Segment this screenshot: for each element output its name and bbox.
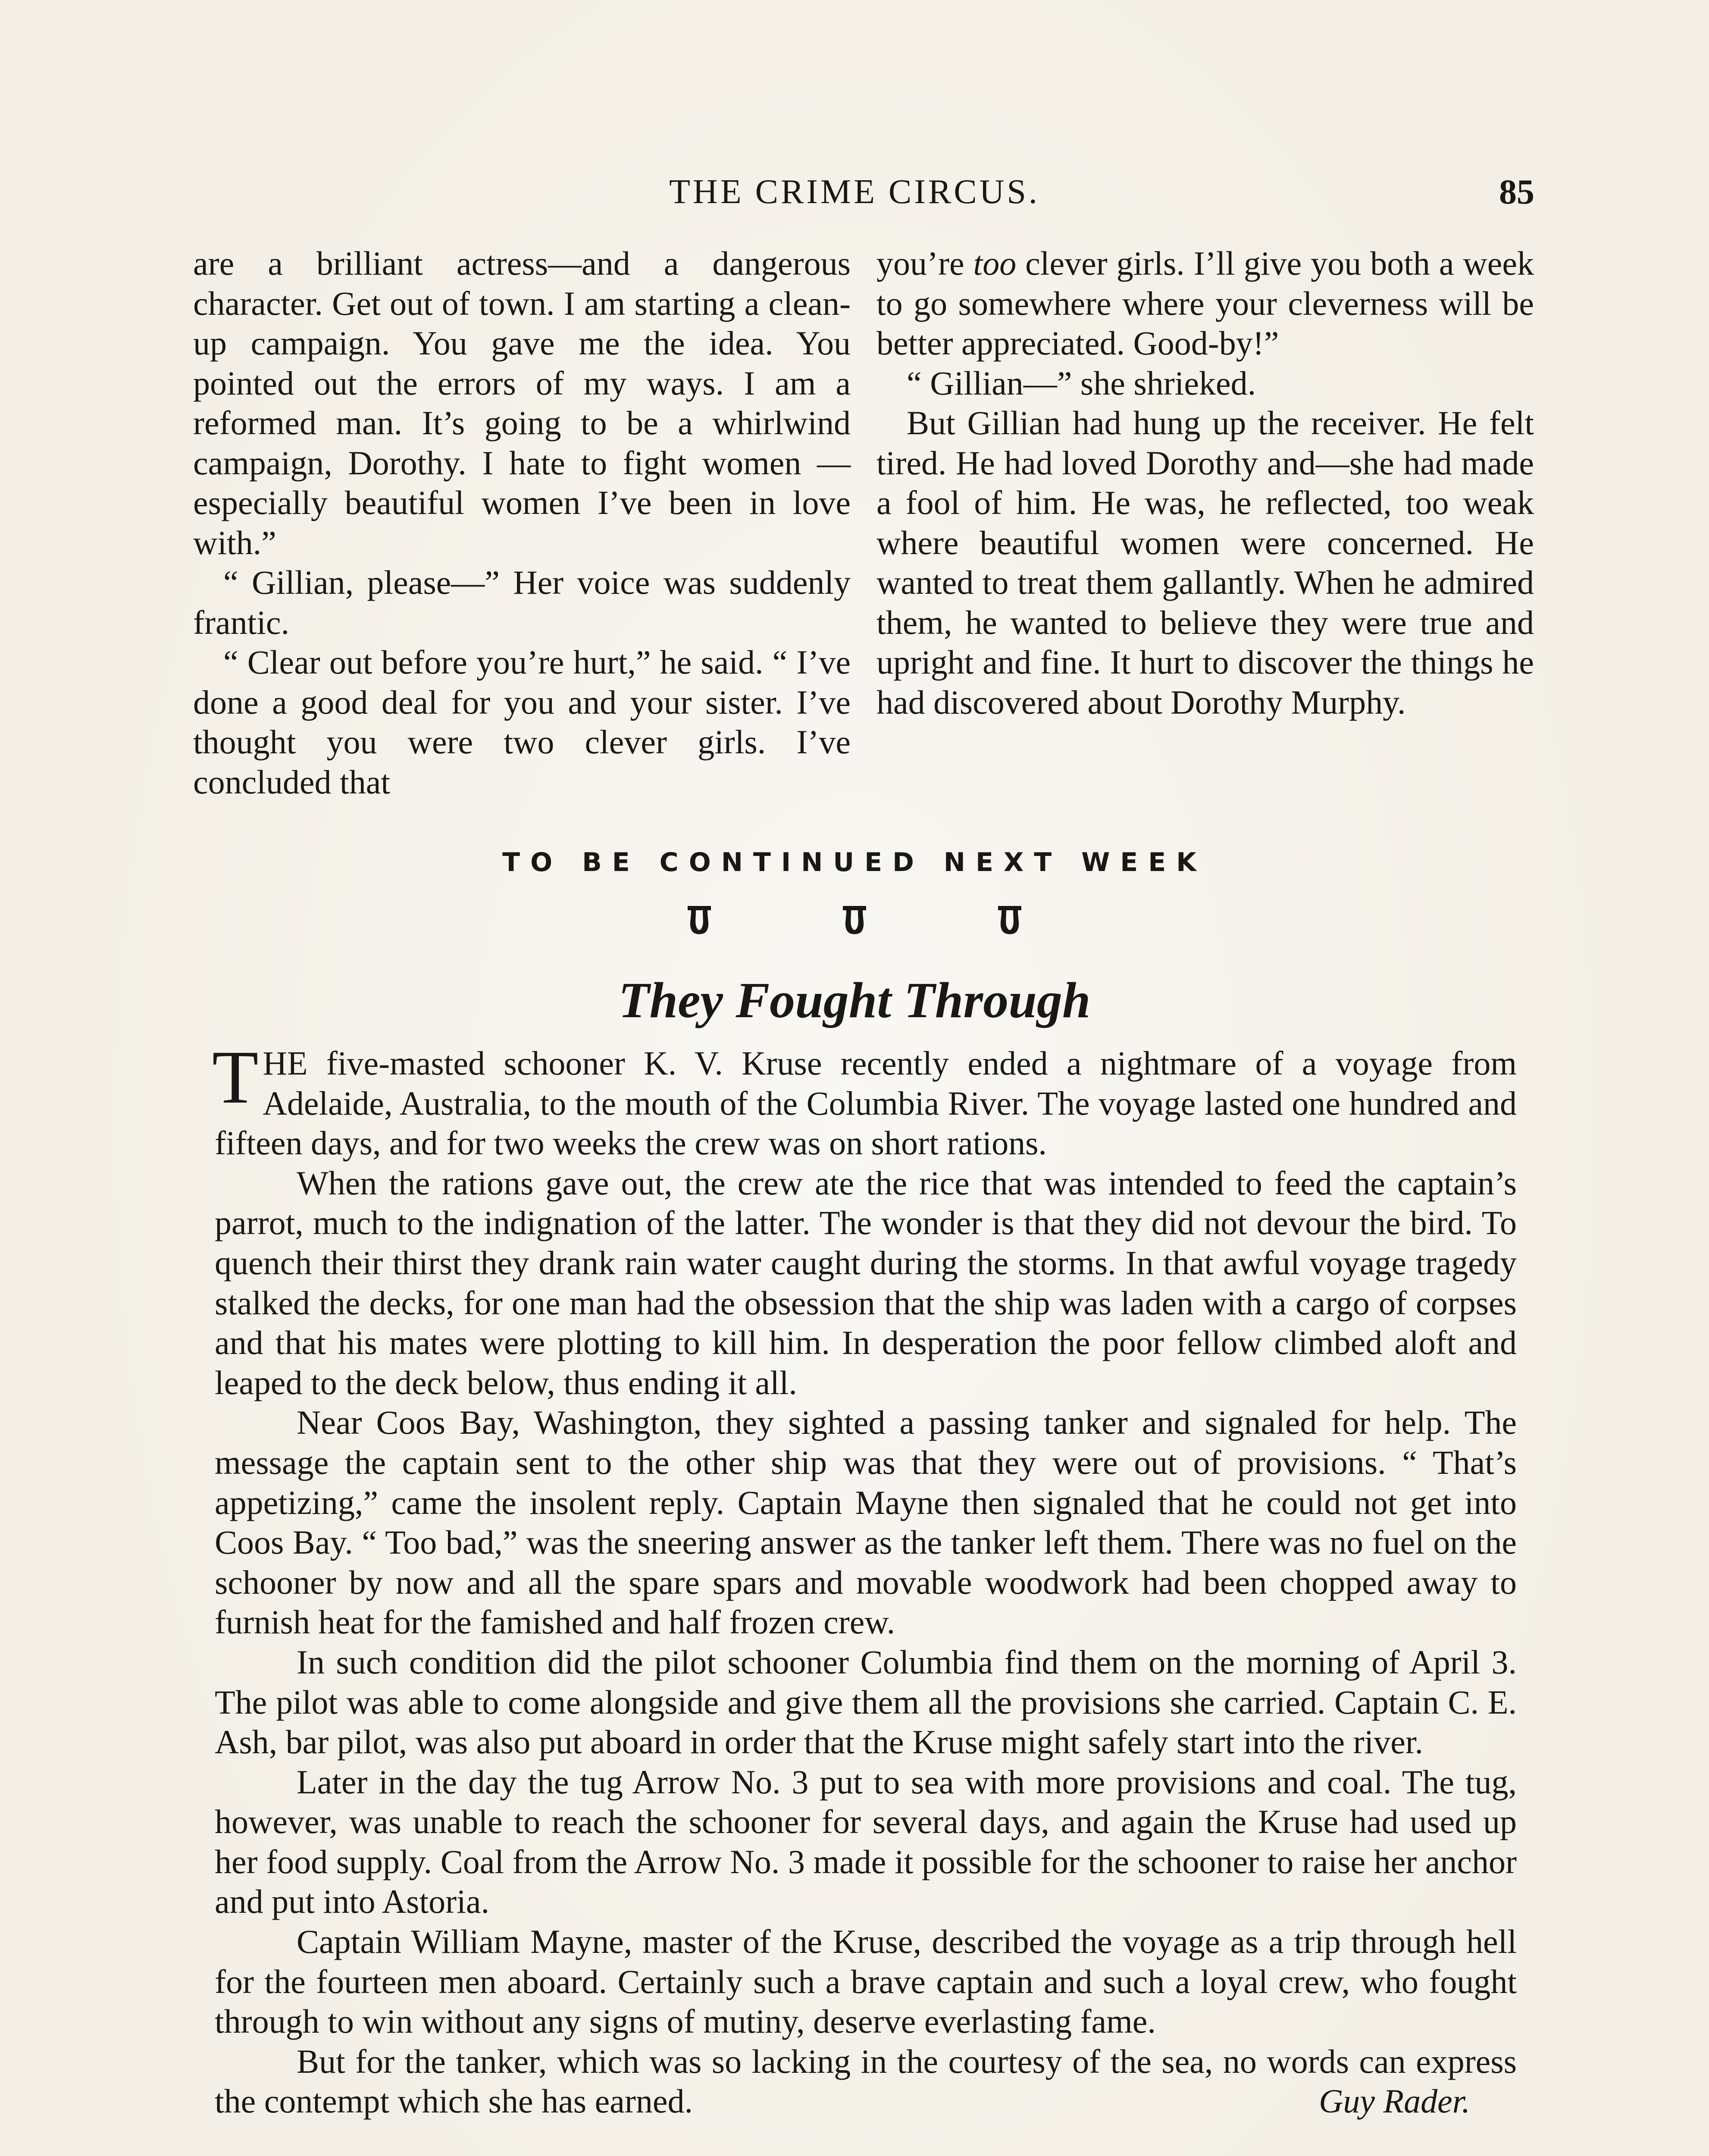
article-paragraph [212,1035,1517,1163]
horseshoe-ornament-icon [684,903,714,938]
drop-cap: T [212,1035,259,1119]
running-header [0,168,1709,216]
article-paragraph: When the rations gave out, the crew ate the rice that was intended to feed the captain’s parrot, much to the indignation of the latter. The wonder is that they did not devour the bird. To quench their thirst they drank rain water caught during the storms. In that awful voyage tragedy stalked the decks, for one man had the obsession that the ship was laden with a cargo of corpses and that his mates were plotting to kill him. In desperation the poor fellow climbed aloft and leaped to the deck below, thus ending it all. [215,1164,1517,1401]
emphasis-text: too [973,244,1017,282]
ornament-row [0,903,1709,938]
story-paragraph: “ Clear out before you’re hurt,” he said. “ I’ve done a good deal for you and your sister. I’ve thought you were two clever girls. I’ve concluded that [193,643,851,801]
article-title: They Fought Through [618,972,1091,1028]
story-paragraph: “ Gillian, please—” Her voice was suddenly frantic. [193,564,851,641]
story-text: you’re [876,244,973,282]
horseshoe-ornament-icon [995,903,1025,938]
story-paragraph: “ Gillian—” she shrieked. [907,364,1256,402]
story-text: clever girls. I’ll give you both a week to go somewhere where your cleverness will be better appreciated. Good-by!” [876,244,1534,362]
continued-notice: TO BE CONTINUED NEXT WEEK [502,847,1207,877]
story-paragraph [876,244,1534,364]
story-columns [193,244,1534,847]
left-column [193,244,851,847]
article-text: HE five-masted schooner K. V. Kruse recently ended a nightmare of a voyage from Adelaide, Australia, to the mouth of the Columbia River. The voyage lasted one hundred and fifteen days, and for two weeks the crew was on short rations. [215,1044,1517,1162]
page-number: 85 [1499,172,1534,211]
right-column [876,244,1534,847]
horseshoe-ornament-icon [839,903,870,938]
author-byline: Guy Rader. [1319,2082,1470,2120]
story-paragraph: But Gillian had hung up the receiver. He felt tired. He had loved Dorothy and—she had made a fool of him. He was, he reflected, too weak where beautiful women were concerned. He wanted to treat them gallantly. When he admired them, he wanted to believe they were true and upright and fine. It hurt to discover the things he had discovered about Dorothy Murphy. [876,404,1534,721]
article-paragraph: Captain William Mayne, master of the Kruse, described the voyage as a trip through hell for the fourteen men aboard. Certainly such a brave captain and such a loyal crew, who fought through to win without any signs of mutiny, deserve everlasting fame. [215,1923,1517,2040]
running-title: THE CRIME CIRCUS. [669,173,1040,211]
story-paragraph: are a brilliant actress—and a dangerous character. Get out of town. I am starting a clean-up campaign. You gave me the idea. You pointed out the errors of my ways. I am a reformed man. It’s going to be a whirlwind campaign, Dorothy. I hate to fight women — especially beautiful women I’ve been in love with.” [193,244,851,561]
article-text: But for the tanker, which was so lacking in the courtesy of the sea, no words can express the contempt which she has earned. [215,2042,1517,2120]
article-paragraph: Later in the day the tug Arrow No. 3 put to sea with more provisions and coal. The tug, however, was unable to reach the schooner for several days, and again the Kruse had used up her food supply. Coal from the Arrow No. 3 made it possible for the schooner to raise her anchor and put into Astoria. [215,1763,1517,1921]
article-paragraph [215,2042,1517,2122]
article-paragraph: Near Coos Bay, Washington, they sighted a passing tanker and signaled for help. The message the captain sent to the other ship was that they were out of provisions. “ That’s appetizing,” came the insolent reply. Captain Mayne then signaled that he could not get into Coos Bay. “ Too bad,” was the sneering answer as the tanker left them. There was no fuel on the schooner by now and all the spare spars and movable woodwork had been chopped away to furnish heat for the famished and half frozen crew. [215,1404,1517,1641]
article-paragraph: In such condition did the pilot schooner Columbia find them on the morning of April 3. The pilot was able to come alongside and give them all the provisions she carried. Captain C. E. Ash, bar pilot, was also put aboard in order that the Kruse might safely start into the river. [215,1643,1517,1761]
article-body [212,1035,1517,2122]
